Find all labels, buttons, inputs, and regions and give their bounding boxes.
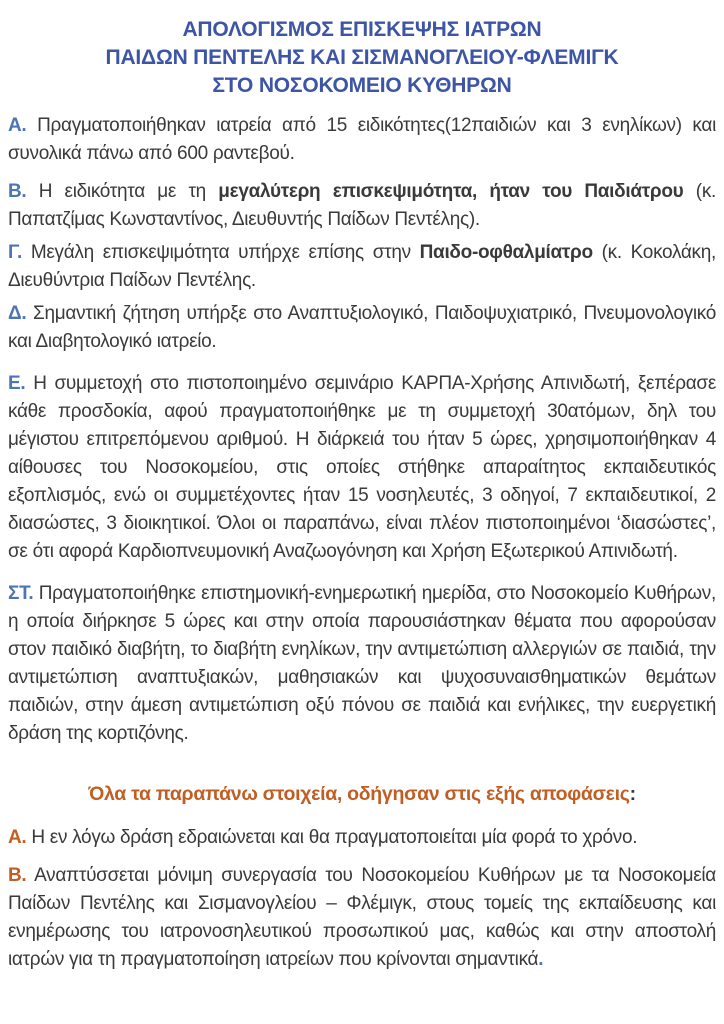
paragraph-section-st — [8, 580, 716, 748]
section-label-e: Ε. — [8, 373, 26, 394]
paragraph-section-d — [8, 300, 716, 356]
section-text-a: Πραγματοποιήθηκαν ιατρεία από 15 ειδικότητες(12παιδιών και 3 ενηλίκων) και συνολικά πάνω από 600 ραντεβού. — [8, 115, 716, 164]
section-text-g-pre: Μεγάλη επισκεψιμότητα υπήρχε επίσης στην — [22, 242, 420, 263]
report-title-line-1: ΑΠΟΛΟΓΙΣΜΟΣ ΕΠΙΣΚΕΨΗΣ ΙΑΤΡΩΝ — [182, 18, 542, 41]
decision-label-b: Β. — [8, 865, 27, 886]
decision-b-final-period: . — [538, 949, 544, 970]
section-text-st: Πραγματοποιήθηκε επιστημονική-ενημερωτική ημερίδα, στο Νοσοκομείο Κυθήρων, η οποία διήρκησε 5 ώρες και στην οποία παρουσιάστηκαν θέματα που αφορούσαν στον παιδικό διαβήτη, το διαβήτη ενηλίκων, την αντιμετώπιση αλλεργιών σε παιδιά, την αντιμετώπιση αναπτυξιακών, μαθησιακών και ψυχοσυναισθηματικών θεμάτων παιδιών, στην άμεση αντιμετώπιση οξύ πόνου σε παιδιά και ενήλικες, την ευεργετική δράση της κορτιζόνης. — [8, 583, 716, 744]
section-text-d: Σημαντική ζήτηση υπήρξε στο Αναπτυξιολογικό, Παιδοψυχιατρικό, Πνευμονολογικό και Διαβητολογικό ιατρείο. — [8, 303, 716, 352]
paragraph-section-b — [8, 178, 716, 234]
section-text-b-bold: μεγαλύτερη επισκεψιμότητα, ήταν του Παιδιάτρου — [218, 181, 684, 202]
section-label-st: ΣΤ. — [8, 583, 34, 604]
paragraph-decision-b — [8, 862, 716, 974]
paragraph-section-e — [8, 370, 716, 566]
decision-text-b: Αναπτύσσεται μόνιμη συνεργασία του Νοσοκομείου Κυθήρων με τα Νοσοκομεία Παίδων Πεντέλης και Σισμανογλείου – Φλέμιγκ, στους τομείς της εκπαίδευσης και ενημέρωσης του ιατρονοσηλευτικού προσωπικού μας, καθώς και στην αποστολή ιατρών για τη πραγματοποίηση ιατρείων που κρίνονται σημαντικά — [8, 865, 716, 970]
section-label-a: Α. — [8, 115, 27, 136]
paragraph-section-g — [8, 239, 716, 295]
paragraph-section-a — [8, 112, 716, 168]
section-label-b: Β. — [8, 181, 27, 202]
decisions-heading-text: Όλα τα παραπάνω στοιχεία, οδήγησαν στις εξής αποφάσεις — [88, 783, 630, 805]
report-title-line-3: ΣΤΟ ΝΟΣΟΚΟΜΕΙΟ ΚΥΘΗΡΩΝ — [212, 74, 512, 97]
section-label-d: Δ. — [8, 303, 27, 324]
paragraph-decision-a — [8, 824, 716, 852]
decision-label-a: Α. — [8, 827, 27, 848]
decisions-heading — [8, 780, 716, 808]
section-text-b-pre: Η ειδικότητα με τη — [26, 181, 219, 202]
decision-text-a: Η εν λόγω δράση εδραιώνεται και θα πραγματοποιείται μία φορά το χρόνο. — [26, 827, 638, 848]
report-title-line-2: ΠΑΙΔΩΝ ΠΕΝΤΕΛΗΣ ΚΑΙ ΣΙΣΜΑΝΟΓΛΕΙΟΥ-ΦΛΕΜΙΓΚ — [105, 46, 619, 69]
section-text-g-post: (κ. Κοκολάκη, Διευθύντρια Παίδων Πεντέλης. — [8, 242, 716, 291]
decisions-heading-colon: : — [629, 783, 636, 805]
section-text-g-bold: Παιδο-οφθαλμίατρο — [419, 242, 593, 263]
section-text-b-post: (κ. Παπατζίμας Κωνσταντίνος, Διευθυντής Παίδων Πεντέλης). — [8, 181, 717, 230]
report-title — [8, 16, 716, 100]
section-label-g: Γ. — [8, 242, 23, 263]
section-text-e: Η συμμετοχή στο πιστοποιημένο σεμινάριο ΚΑΡΠΑ-Χρήσης Απινιδωτή, ξεπέρασε κάθε προσδοκία, αφού πραγματοποιήθηκε με τη συμμετοχή 30ατόμων, δηλ του μέγιστου επιτρεπόμενου αριθμού. Η διάρκειά του ήταν 5 ώρες, χρησιμοποιήθηκαν 4 αίθουσες του Νοσοκομείου, στις οποίες στήθηκε απαραίτητος εκπαιδευτικός εξοπλισμός, ενώ οι συμμετέχοντες ήταν 15 νοσηλευτές, 3 οδηγοί, 7 εκπαιδευτικοί, 2 διασώστες, 3 διοικητικοί. Όλοι οι παραπάνω, είναι πλέον πιστοποιημένοι ‘διασώστες’, σε ότι αφορά Καρδιοπνευμονική Αναζωογόνηση και Χρήση Εξωτερικού Απινιδωτή. — [8, 373, 716, 562]
